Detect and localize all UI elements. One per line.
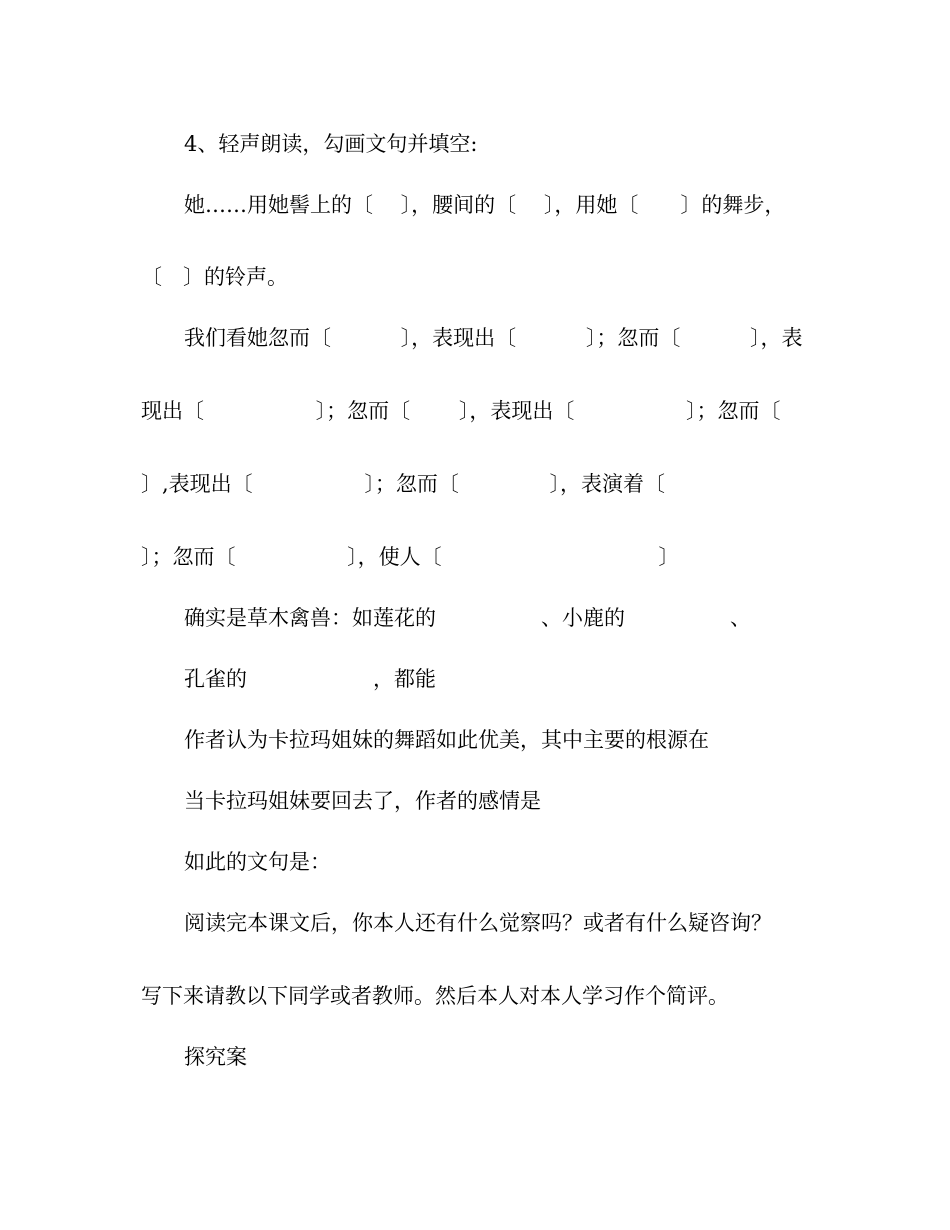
fill-blank-line: 〕,表现出〔 〕；忽而〔 〕，表演着〔	[141, 472, 666, 496]
question-line: 阅读完本课文后，你本人还有什么觉察吗？或者有什么疑咨询？	[184, 911, 772, 935]
section-heading: 探究案	[184, 1045, 247, 1069]
question-line: 作者认为卡拉玛姐妹的舞蹈如此优美，其中主要的根源在	[184, 728, 709, 752]
fill-blank-line: 现出〔 〕；忽而〔 〕，表现出〔 〕；忽而〔	[141, 399, 781, 423]
fill-blank-line: 〕；忽而〔 〕，使人〔 〕	[141, 545, 680, 569]
question-line: 如此的文句是：	[184, 850, 331, 874]
fill-blank-line: 确实是草木禽兽：如莲花的 、小鹿的 、	[184, 606, 751, 630]
question-line: 写下来请教以下同学或者教师。然后本人对本人学习作个简评。	[141, 984, 729, 1008]
fill-blank-line: 她……用她髻上的〔 〕，腰间的〔 〕，用她〔 〕的舞步，	[184, 193, 786, 217]
question-line: 当卡拉玛姐妹要回去了，作者的感情是	[184, 789, 541, 813]
fill-blank-line: 〔 〕的铃声。	[141, 265, 288, 289]
question-heading: 4、轻声朗读，勾画文句并填空:	[184, 132, 478, 156]
fill-blank-line: 我们看她忽而〔 〕，表现出〔 〕；忽而〔 〕，表	[184, 326, 803, 350]
fill-blank-line: 孔雀的 ，都能	[184, 667, 436, 691]
